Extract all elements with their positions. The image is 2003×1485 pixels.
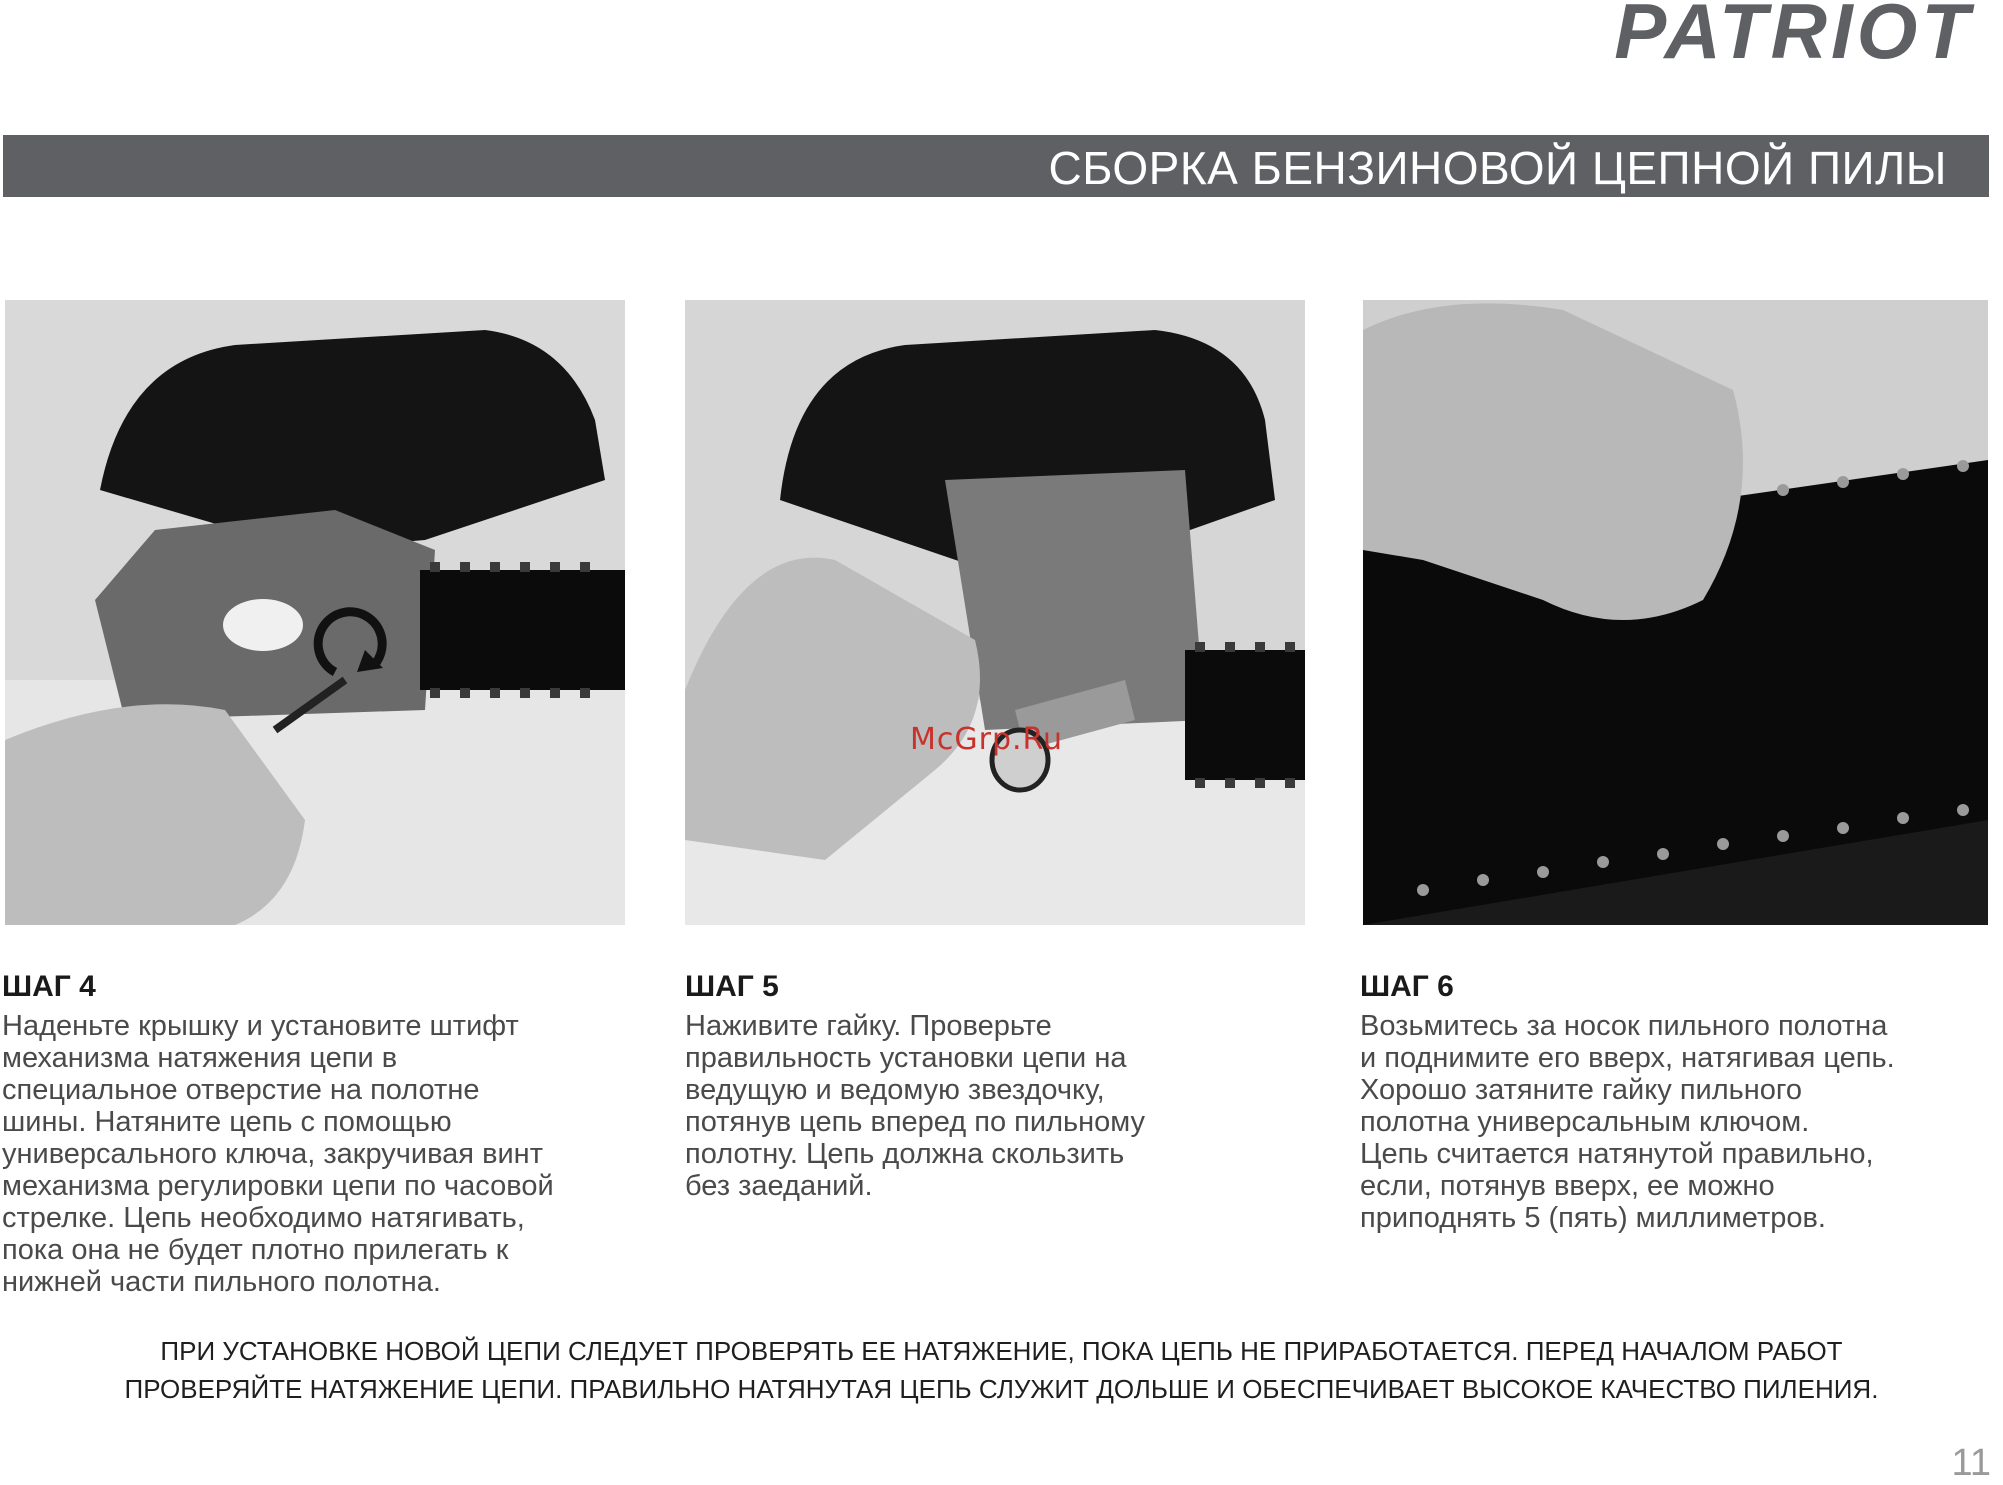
tension-note-line-1: ПРИ УСТАНОВКЕ НОВОЙ ЦЕПИ СЛЕДУЕТ ПРОВЕРЯТЬ ЕЕ НАТЯЖЕНИЕ, ПОКА ЦЕПЬ НЕ ПРИРАБОТАЕТСЯ. ПЕРЕД НАЧАЛОМ РАБОТ	[160, 1336, 1843, 1366]
step-6-photo	[1363, 300, 1988, 925]
step-5-text: Наживите гайку. Проверьте правильность установки цепи на ведущую и ведомую звездочку, потянув цепь вперед по пильному полотну. Цепь должна скользить без заеданий.	[685, 1010, 1146, 1202]
tension-note-line-2: ПРОВЕРЯЙТЕ НАТЯЖЕНИЕ ЦЕПИ. ПРАВИЛЬНО НАТЯНУТАЯ ЦЕПЬ СЛУЖИТ ДОЛЬШЕ И ОБЕСПЕЧИВАЕТ ВЫСОКОЕ КАЧЕСТВО ПИЛЕНИЯ.	[124, 1374, 1879, 1404]
step-6-text: Возьмитесь за носок пильного полотна и поднимите его вверх, натягивая цепь. Хорошо затяните гайку пильного полотна универсальным ключом. Цепь считается натянутой правильно, если, потянув вверх, ее можно приподнять 5 (пять) миллиметров.	[1360, 1010, 1895, 1234]
watermark: McGrp.Ru	[910, 722, 1064, 757]
step-5	[685, 970, 1325, 1202]
step-5-title: ШАГ 5	[685, 970, 779, 1003]
page-number: 11	[1951, 1442, 1991, 1484]
step-5-photo	[685, 300, 1305, 925]
section-title-bar	[3, 135, 1989, 197]
page-title: СБОРКА БЕНЗИНОВОЙ ЦЕПНОЙ ПИЛЫ	[1048, 142, 1947, 194]
step-4	[2, 970, 642, 1298]
step-6-title: ШАГ 6	[1360, 970, 1454, 1003]
step-4-title: ШАГ 4	[2, 970, 96, 1003]
step-4-photo	[5, 300, 625, 925]
tension-note	[0, 1332, 2003, 1408]
step-4-text: Наденьте крышку и установите штифт механизма натяжения цепи в специальное отверстие на полотне шины. Натяните цепь с помощью универсального ключа, закручивая винт механизма регулировки цепи по часовой стрелке. Цепь необходимо натягивать, пока она не будет плотно прилегать к нижней части пильного полотна.	[2, 1010, 554, 1298]
patriot-logo: PATRIOT	[1614, 0, 1973, 75]
step-6	[1360, 970, 2000, 1234]
